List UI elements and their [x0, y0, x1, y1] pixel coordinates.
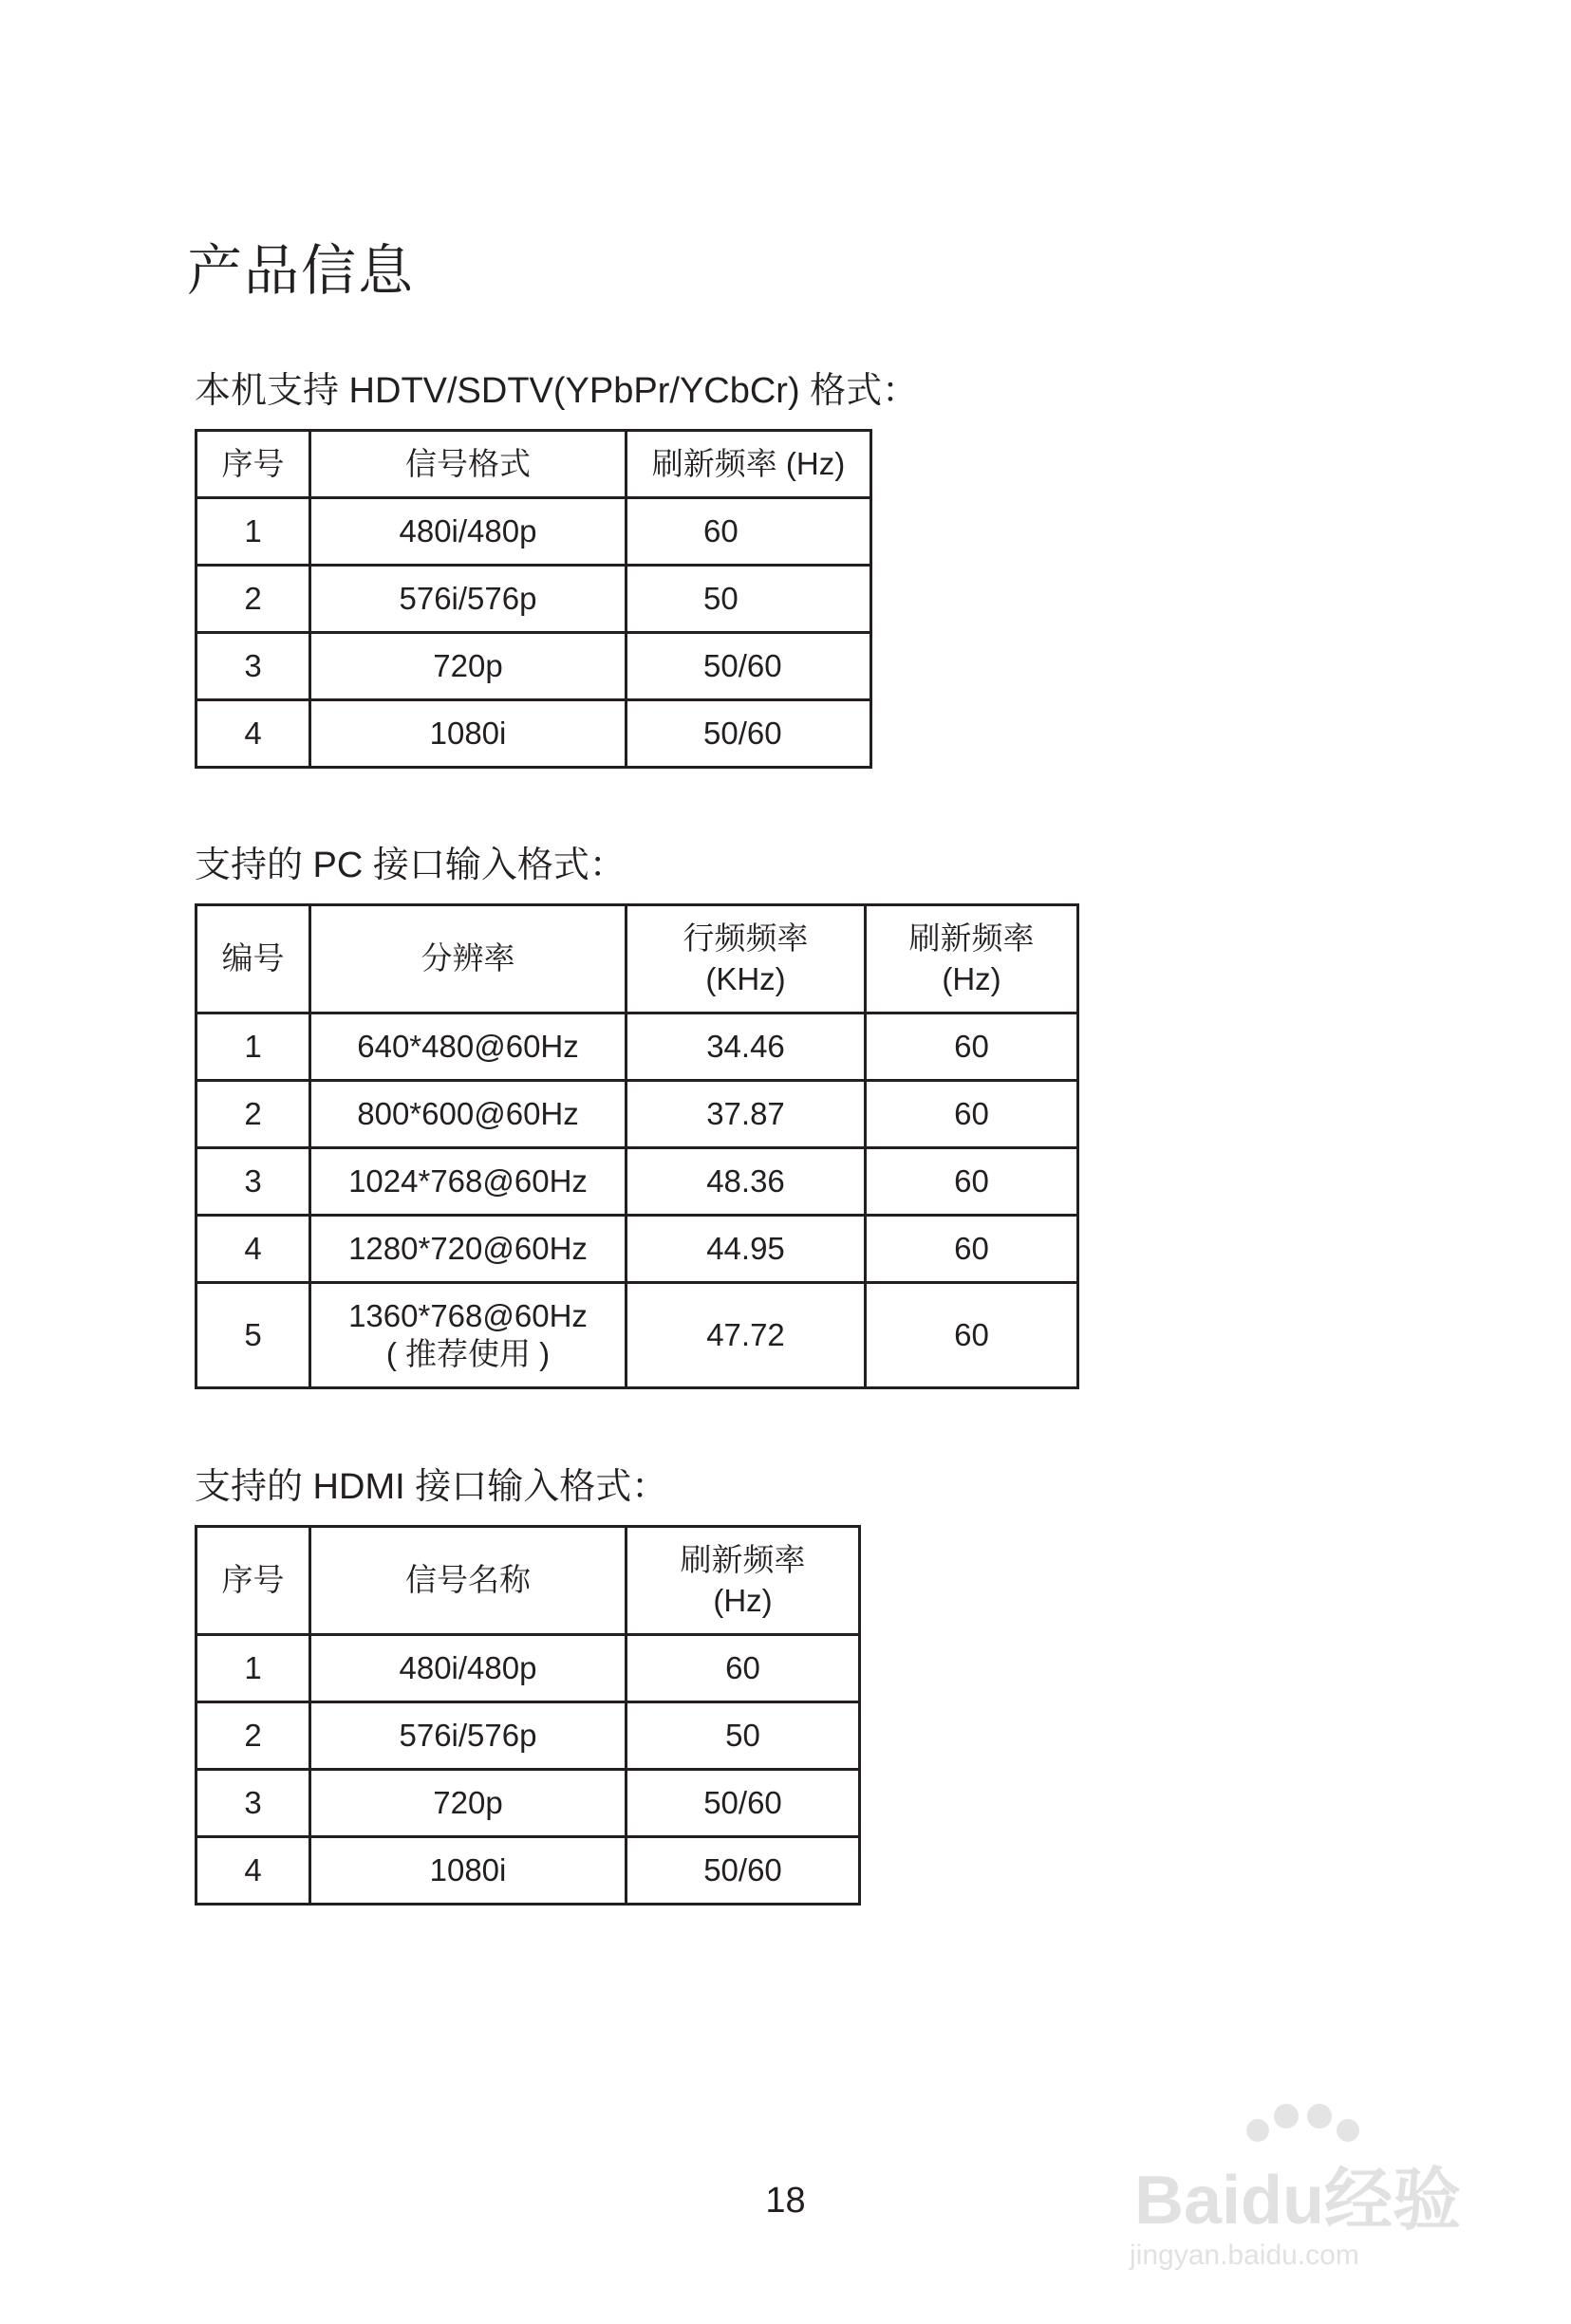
table-cell: 2	[196, 566, 310, 633]
table-cell: 480i/480p	[310, 1635, 627, 1702]
table-cell: 34.46	[627, 1013, 866, 1081]
table-row	[196, 1635, 860, 1702]
table-cell: 1	[196, 1013, 310, 1081]
table-cell: 480i/480p	[310, 498, 627, 566]
table-cell: 50	[627, 1702, 860, 1770]
header-cell: 信号名称	[310, 1527, 627, 1635]
table-cell: 4	[196, 700, 310, 768]
table-row	[196, 1702, 860, 1770]
table-row	[196, 1148, 1078, 1216]
table-cell: 800*600@60Hz	[310, 1081, 627, 1148]
table-row	[196, 1013, 1078, 1081]
table-cell: 37.87	[627, 1081, 866, 1148]
table-cell: 576i/576p	[310, 566, 627, 633]
table-row	[196, 1216, 1078, 1283]
table-cell: 1080i	[310, 1837, 627, 1905]
header-cell: 分辨率	[310, 905, 627, 1013]
header-cell: 刷新频率 (Hz)	[627, 1527, 860, 1635]
hdmi-format-table	[195, 1525, 861, 1906]
table-row	[196, 1770, 860, 1837]
pc-format-table	[195, 903, 1079, 1389]
table-cell: 4	[196, 1216, 310, 1283]
header-cell: 序号	[196, 431, 310, 498]
table-cell: 640*480@60Hz	[310, 1013, 627, 1081]
table-cell: 60	[627, 498, 871, 566]
table-cell: 576i/576p	[310, 1702, 627, 1770]
table-cell: 60	[866, 1081, 1078, 1148]
table-cell: 47.72	[627, 1283, 866, 1388]
watermark-url: jingyan.baidu.com	[1130, 2240, 1359, 2271]
section-heading-pc: 支持的 PC 接口输入格式：	[195, 846, 626, 885]
table-cell: 5	[196, 1283, 310, 1388]
header-cell: 行频频率 (KHz)	[627, 905, 866, 1013]
table-cell: 44.95	[627, 1216, 866, 1283]
table-cell: 50/60	[627, 1837, 860, 1905]
table-cell: 3	[196, 633, 310, 700]
section-heading-hdtv: 本机支持 HDTV/SDTV(YPbPr/YCbCr) 格式：	[195, 371, 919, 411]
table-cell: 4	[196, 1837, 310, 1905]
table-header-row	[196, 431, 871, 498]
header-cell: 刷新频率 (Hz)	[866, 905, 1078, 1013]
section-heading-hdmi: 支持的 HDMI 接口输入格式：	[195, 1467, 668, 1507]
table-cell: 50/60	[627, 700, 871, 768]
table-row	[196, 1283, 1078, 1388]
table-row	[196, 1837, 860, 1905]
header-cell: 序号	[196, 1527, 310, 1635]
table-cell: 720p	[310, 633, 627, 700]
table-cell: 60	[627, 1635, 860, 1702]
table-cell: 1360*768@60Hz ( 推荐使用 )	[310, 1283, 627, 1388]
table-header-row	[196, 905, 1078, 1013]
table-row	[196, 1081, 1078, 1148]
table-cell: 60	[866, 1013, 1078, 1081]
table-row	[196, 633, 871, 700]
table-cell: 720p	[310, 1770, 627, 1837]
table-cell: 3	[196, 1770, 310, 1837]
table-cell: 48.36	[627, 1148, 866, 1216]
table-cell: 2	[196, 1081, 310, 1148]
header-cell: 编号	[196, 905, 310, 1013]
table-cell: 2	[196, 1702, 310, 1770]
page-title: 产品信息	[187, 238, 416, 303]
baidu-watermark	[1115, 2097, 1495, 2296]
table-row	[196, 498, 871, 566]
table-row	[196, 700, 871, 768]
table-row	[196, 566, 871, 633]
table-cell: 60	[866, 1216, 1078, 1283]
table-header-row	[196, 1527, 860, 1635]
table-cell: 1024*768@60Hz	[310, 1148, 627, 1216]
table-cell: 60	[866, 1148, 1078, 1216]
table-cell: 1	[196, 498, 310, 566]
table-cell: 1080i	[310, 700, 627, 768]
watermark-logo: Baidu经验	[1134, 2163, 1462, 2239]
table-cell: 60	[866, 1283, 1078, 1388]
hdtv-format-table	[195, 429, 872, 769]
table-cell: 1280*720@60Hz	[310, 1216, 627, 1283]
table-cell: 3	[196, 1148, 310, 1216]
header-cell: 刷新频率 (Hz)	[627, 431, 871, 498]
table-cell: 50/60	[627, 1770, 860, 1837]
table-cell: 50	[627, 566, 871, 633]
table-cell: 50/60	[627, 633, 871, 700]
header-cell: 信号格式	[310, 431, 627, 498]
table-cell: 1	[196, 1635, 310, 1702]
page-number: 18	[765, 2181, 806, 2221]
